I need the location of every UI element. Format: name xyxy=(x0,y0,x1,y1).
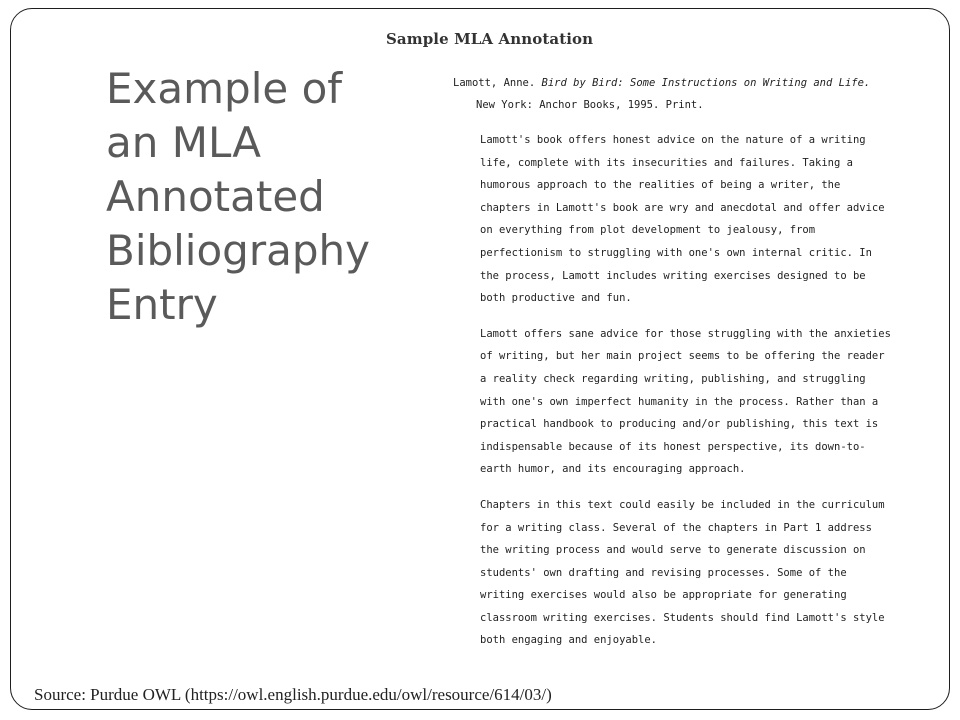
paragraph-line: Lamott offers sane advice for those struggling with the anxieties xyxy=(480,327,891,340)
annotation-paragraph-reflection xyxy=(453,494,933,652)
citation-book-title: Bird by Bird: Some Instructions on Writing and Life. xyxy=(541,77,871,89)
paragraph-line: earth humor, and its encouraging approach. xyxy=(480,463,746,476)
paragraph-line: a reality check regarding writing, publishing, and struggling xyxy=(480,372,866,385)
document-heading: Sample MLA Annotation xyxy=(386,30,594,48)
paragraph-line: Lamott's book offers honest advice on the nature of a writing xyxy=(480,134,866,146)
paragraph-line: both productive and fun. xyxy=(480,292,632,305)
sample-annotation-document xyxy=(453,72,933,652)
paragraph-line: Chapters in this text could easily be included in the curriculum xyxy=(480,498,885,511)
paragraph-line: on everything from plot development to jealousy, from xyxy=(480,224,816,237)
paragraph-line: of writing, but her main project seems to be offering the reader xyxy=(480,350,885,363)
citation-entry xyxy=(453,72,933,116)
paragraph-line: life, complete with its insecurities and failures. Taking a xyxy=(480,156,853,169)
paragraph-line: practical handbook to producing and/or publishing, this text is xyxy=(480,418,879,431)
paragraph-line: students' own drafting and revising processes. Some of the xyxy=(480,566,847,579)
paragraph-line: indispensable because of its honest perspective, its down-to- xyxy=(480,440,866,453)
citation-publication: New York: Anchor Books, 1995. Print. xyxy=(476,99,704,111)
citation-author: Lamott, Anne. xyxy=(453,77,542,89)
paragraph-line: with one's own imperfect humanity in the process. Rather than a xyxy=(480,395,879,408)
paragraph-line: chapters in Lamott's book are wry and anecdotal and offer advice xyxy=(480,201,885,214)
paragraph-line: perfectionism to struggling with one's own internal critic. In xyxy=(480,246,872,259)
paragraph-line: the writing process and would serve to generate discussion on xyxy=(480,544,866,557)
slide-title: Example of an MLA Annotated Bibliography Entry xyxy=(106,64,370,329)
annotation-paragraph-summary xyxy=(453,129,933,310)
annotation-paragraph-assessment xyxy=(453,323,933,481)
paragraph-line: humorous approach to the realities of being a writer, the xyxy=(480,179,841,192)
paragraph-line: classroom writing exercises. Students should find Lamott's style xyxy=(480,611,885,624)
paragraph-line: both engaging and enjoyable. xyxy=(480,634,658,647)
source-citation: Source: Purdue OWL (https://owl.english.purdue.edu/owl/resource/614/03/) xyxy=(34,685,552,704)
paragraph-line: the process, Lamott includes writing exercises designed to be xyxy=(480,269,866,282)
paragraph-line: writing exercises would also be appropriate for generating xyxy=(480,589,847,602)
paragraph-line: for a writing class. Several of the chapters in Part 1 address xyxy=(480,521,872,534)
